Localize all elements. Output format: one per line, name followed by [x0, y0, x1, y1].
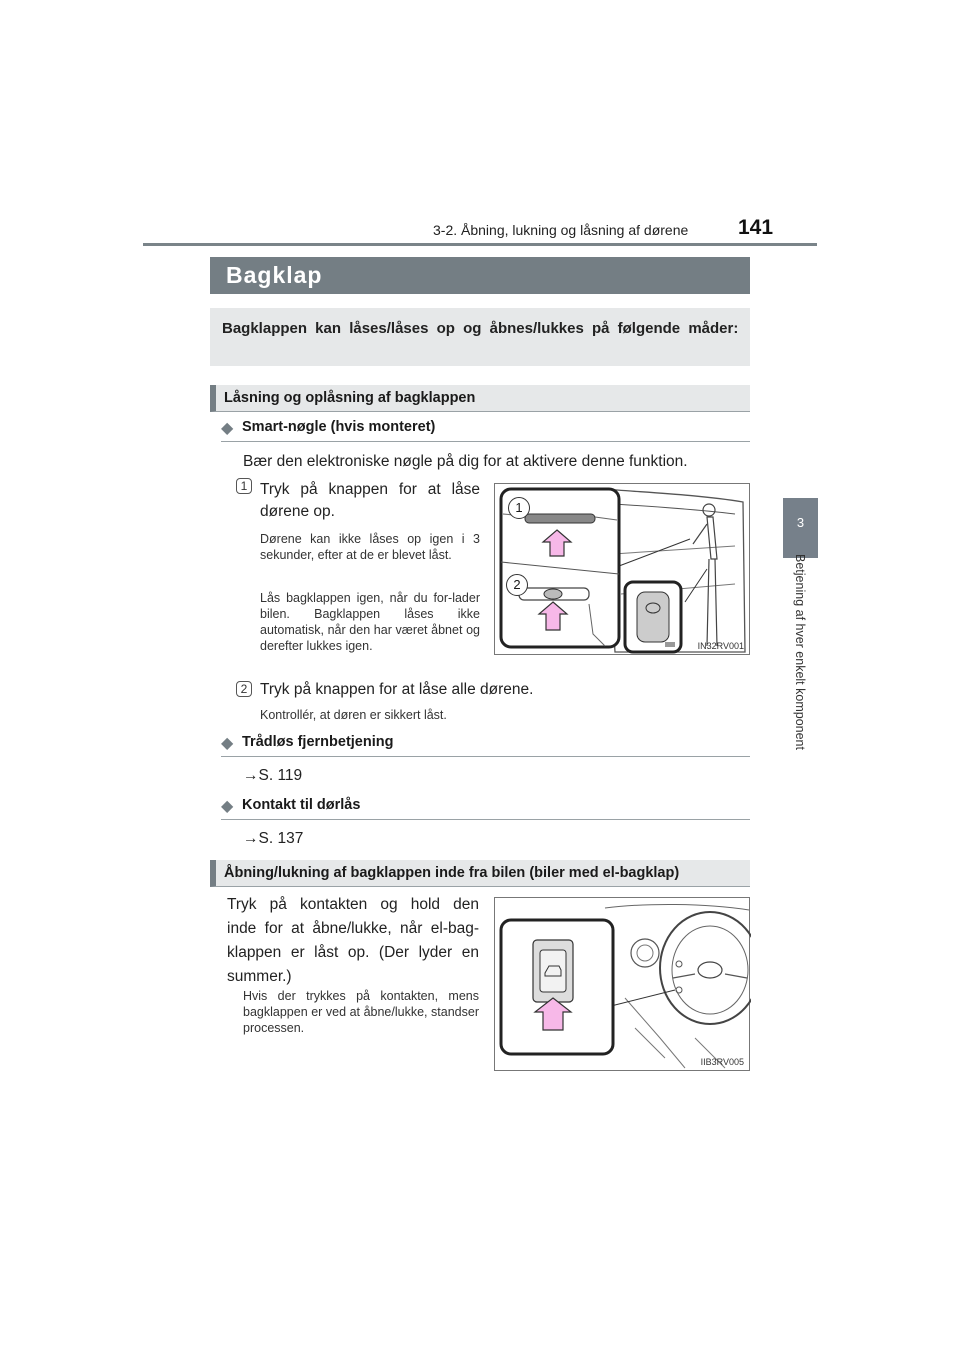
power-tailgate-text-line2: inde for at åbne/lukke, når el-bag-: [227, 920, 479, 937]
chapter-tab: 3: [783, 498, 818, 558]
step-1-marker: 1: [236, 478, 252, 494]
figure-code: IN32RV001: [697, 641, 744, 651]
subheading-smart-key: [221, 418, 750, 442]
subheading-door-switch: [221, 796, 750, 820]
intro-box: [210, 308, 750, 366]
figure-callout-1: 1: [508, 497, 530, 519]
figure-code: IIB3RV005: [700, 1057, 744, 1067]
power-tailgate-text-line1: Tryk på kontakten og hold den: [227, 896, 479, 913]
power-tailgate-text-line4: summer.): [227, 968, 292, 985]
figure-callout-2: 2: [506, 574, 528, 596]
header-rule: [143, 243, 817, 246]
step-1-note-2: Lås bagklappen igen, når du for-lader bilen. Bagklappen låses ikke automatisk, når den har været åbnet og derefter lukkes igen.: [260, 591, 480, 653]
figure-power-tailgate: [494, 897, 750, 1071]
diamond-icon: ◆: [221, 735, 234, 752]
step-2-note: Kontrollér, at døren er sikkert låst.: [260, 708, 447, 722]
smart-key-intro: Bær den elektroniske nøgle på dig for at aktivere denne funktion.: [243, 453, 688, 470]
figure-smart-key: [494, 483, 750, 655]
subheading-smart-key-text: Smart-nøgle (hvis monteret): [242, 419, 436, 435]
subheading-remote-text: Trådløs fjernbetjening: [242, 734, 394, 750]
header-section-title: 3-2. Åbning, lukning og låsning af dørene: [433, 222, 689, 238]
chapter-label: Betjening af hver enkelt komponent: [793, 554, 807, 750]
step-2-text: Tryk på knappen for at låse alle dørene.: [260, 681, 534, 698]
remote-page-reference[interactable]: →S. 119: [243, 767, 303, 784]
subheading-remote: [221, 733, 750, 757]
step-1-line1: Tryk på knappen for at låse: [260, 481, 480, 498]
page-number: 141: [738, 216, 774, 239]
door-switch-page-reference[interactable]: →S. 137: [243, 830, 304, 847]
step-1-line2: dørene op.: [260, 503, 335, 520]
power-tailgate-text-line3: klappen er låst op. (Der lyder en: [227, 944, 479, 961]
intro-text: Bagklappen kan låses/låses op og åbnes/lukkes på følgende måder:: [222, 320, 739, 337]
figure-power-tailgate-drawing: [495, 898, 751, 1072]
power-tailgate-text: [227, 893, 479, 989]
step-1-note-1: Dørene kan ikke låses op igen i 3 sekunder, efter at de er blevet låst.: [260, 532, 480, 562]
figure-smart-key-drawing: [495, 484, 751, 656]
page-title: Bagklap: [226, 262, 323, 288]
diamond-icon: ◆: [221, 420, 234, 437]
diamond-icon: ◆: [221, 798, 234, 815]
section-heading-power-tailgate: [210, 860, 750, 887]
title-bar: [210, 257, 750, 294]
subheading-door-switch-text: Kontakt til dørlås: [242, 797, 361, 813]
step-2-marker: 2: [236, 681, 252, 697]
section-heading-power-tailgate-text: Åbning/lukning af bagklappen inde fra bilen (biler med el-bagklap): [224, 865, 680, 881]
power-tailgate-note: Hvis der trykkes på kontakten, mens bagklappen er ved at åbne/lukke, standser processen.: [243, 989, 479, 1035]
section-heading-locking-text: Låsning og oplåsning af bagklappen: [224, 390, 476, 406]
section-heading-locking: [210, 385, 750, 412]
